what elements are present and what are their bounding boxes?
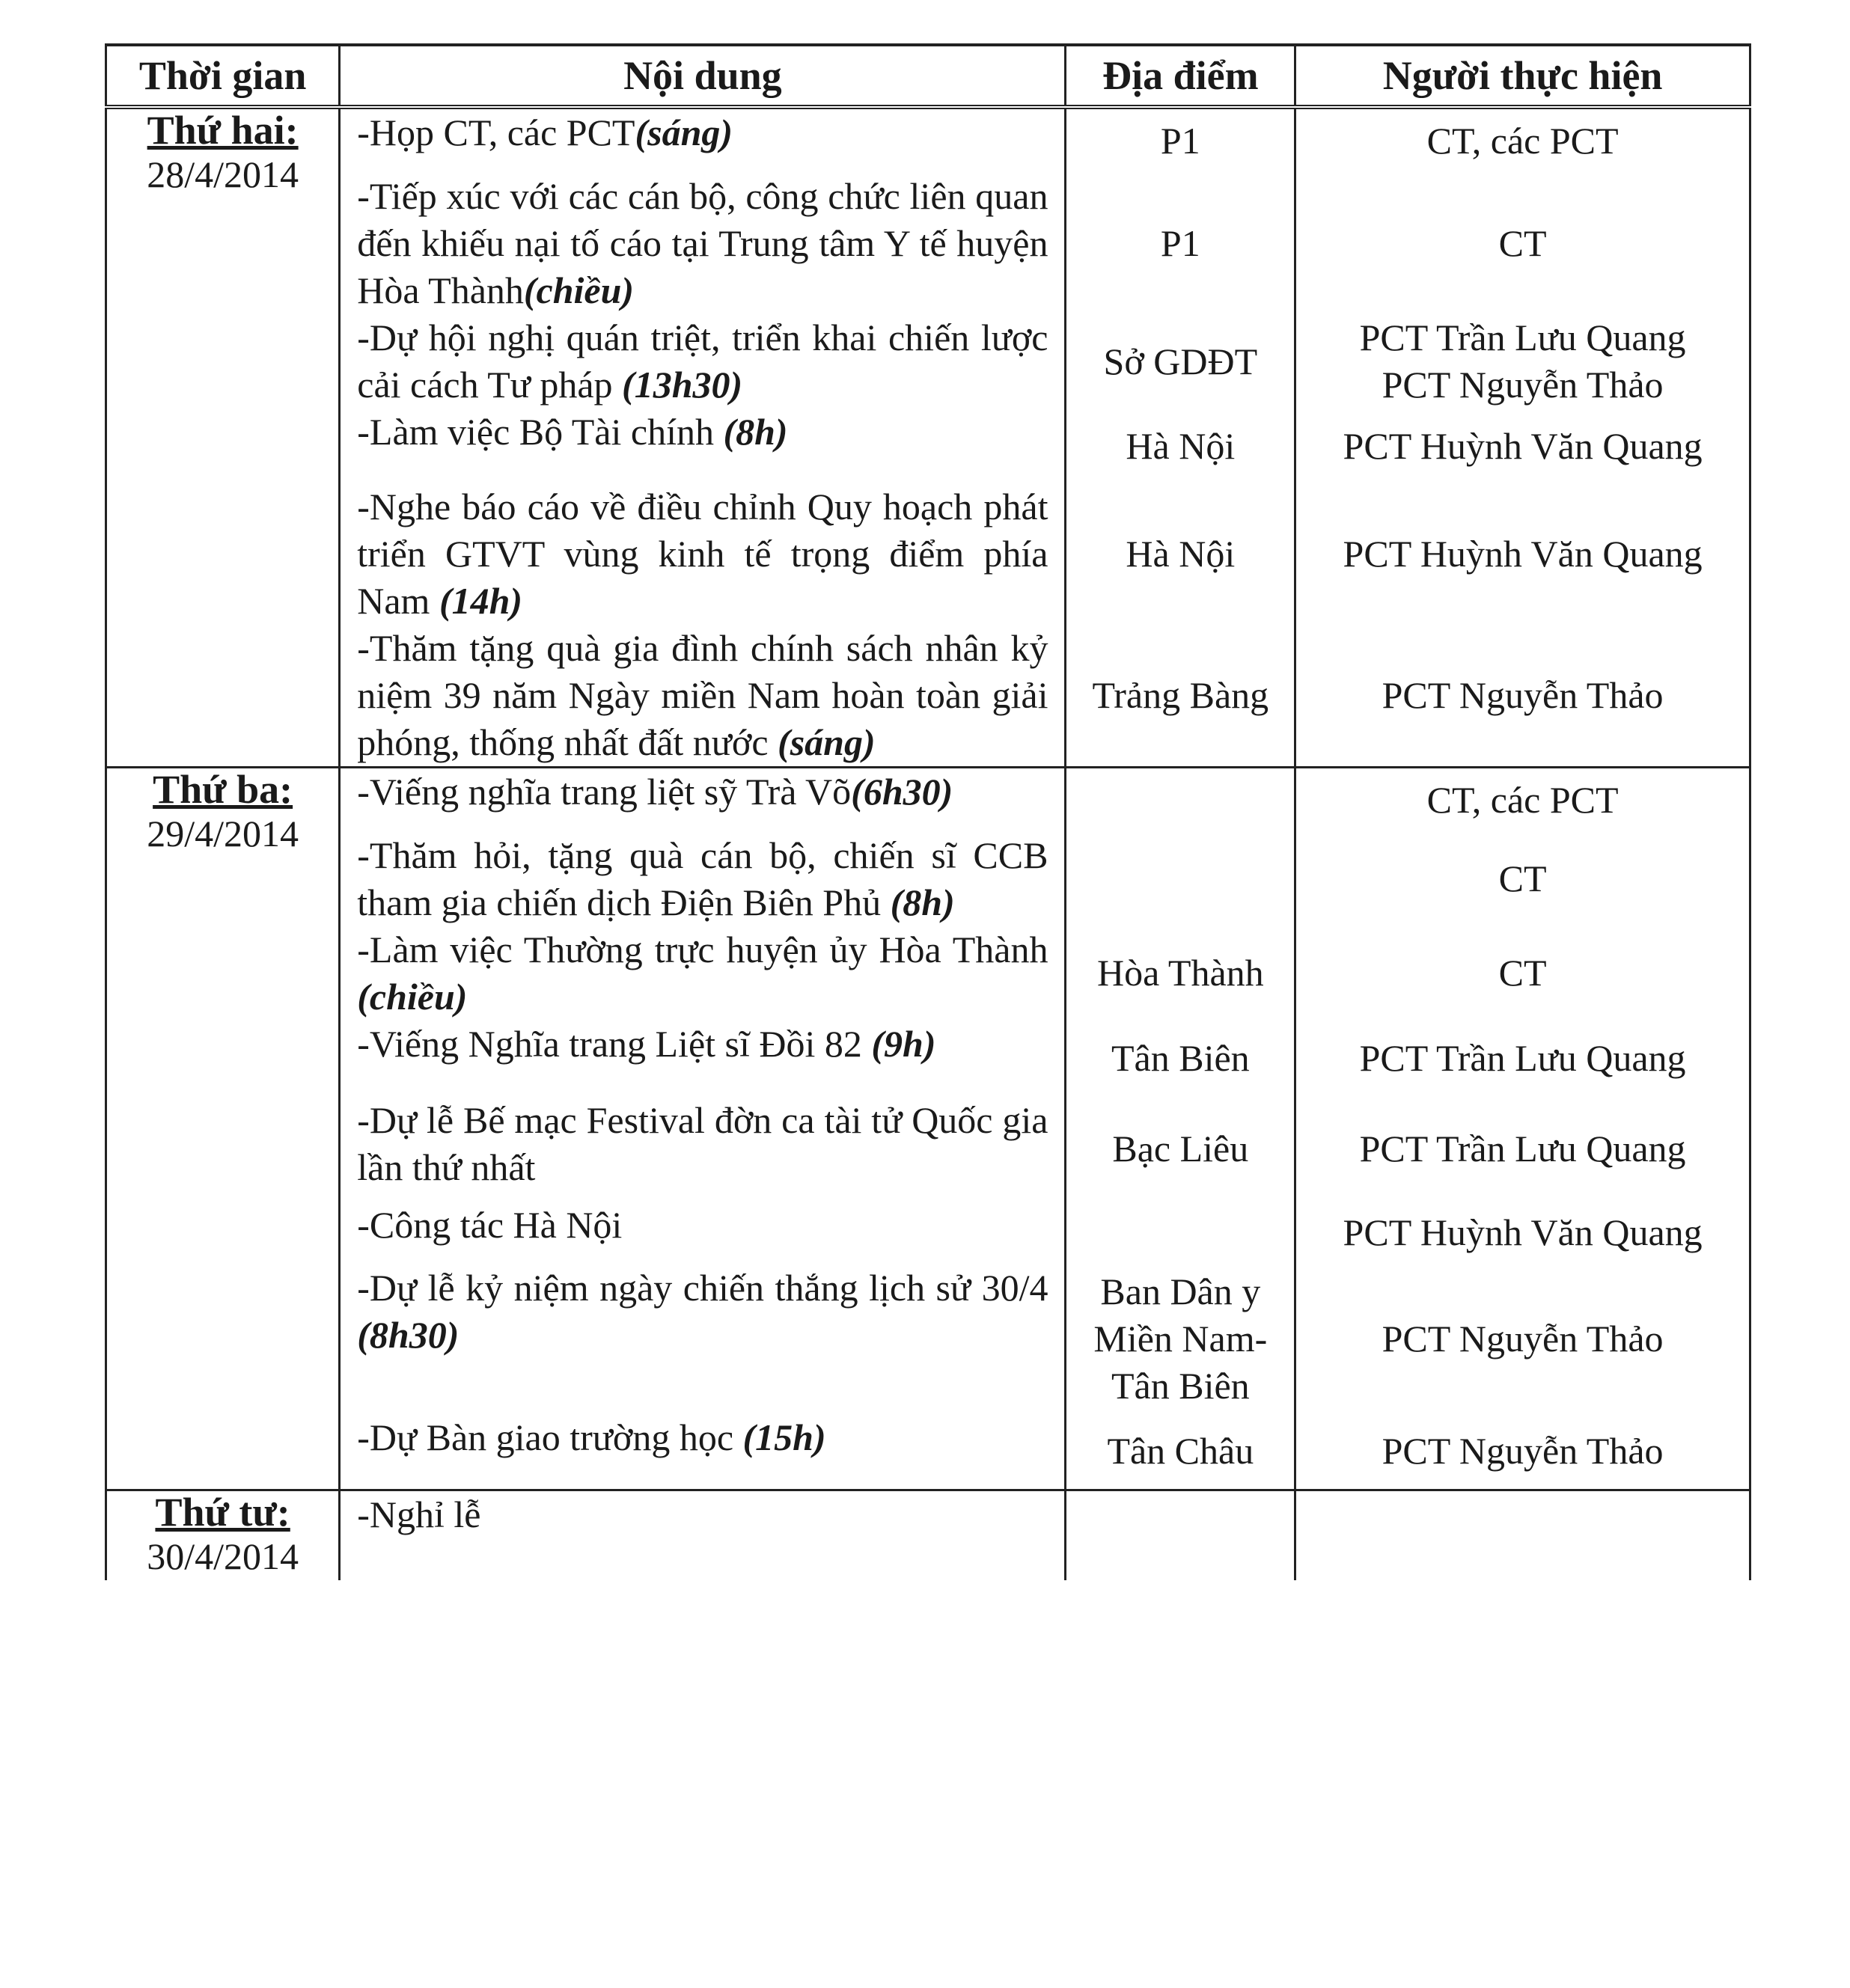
event-text: -Nghỉ lễ [357, 1493, 481, 1535]
schedule-table [105, 43, 1751, 1580]
event-location: Ban Dân y Miền Nam-Tân Biên [1066, 1264, 1295, 1414]
person-name: CT [1498, 857, 1547, 899]
event-person [1295, 1202, 1750, 1264]
event-person [1295, 832, 1750, 926]
person-name: CT [1498, 952, 1547, 994]
header-content: Nội dung [340, 45, 1066, 107]
schedule-body [106, 107, 1750, 1580]
day-date: 30/4/2014 [147, 1535, 299, 1577]
event-text: -Tiếp xúc với các cán bộ, công chức liên quan đến khiếu nại tố cáo tại Trung tâm Y tế huyện Hòa Thành [357, 175, 1048, 311]
schedule-row [106, 314, 1750, 409]
event-person [1295, 107, 1750, 173]
event-time-note: (6h30) [851, 771, 953, 813]
event-location: Tân Biên [1066, 1021, 1295, 1097]
event-time-note: (chiều) [357, 975, 468, 1018]
schedule-row [106, 832, 1750, 926]
event-location [1066, 832, 1295, 926]
event-time-note: (8h30) [357, 1313, 460, 1356]
event-time-note: (15h) [742, 1416, 826, 1458]
person-name: PCT Huỳnh Văn Quang [1343, 1211, 1703, 1253]
person-name: PCT Trần Lưu Quang [1359, 316, 1686, 358]
event-person [1295, 483, 1750, 625]
event-time-note: (sáng) [635, 111, 733, 153]
event-content [340, 314, 1066, 409]
event-text: -Dự lễ kỷ niệm ngày chiến thắng lịch sử 30/4 [357, 1266, 1048, 1309]
event-text: -Dự hội nghị quán triệt, triển khai chiến lược cải cách Tư pháp [357, 316, 1048, 406]
event-time-note: (13h30) [622, 364, 743, 406]
event-person [1295, 625, 1750, 768]
header-location: Địa điểm [1066, 45, 1295, 107]
event-location: Hà Nội [1066, 409, 1295, 483]
event-time-note: (9h) [871, 1022, 936, 1065]
event-text: -Họp CT, các PCT [357, 111, 635, 153]
day-cell [106, 107, 340, 768]
event-person [1295, 1264, 1750, 1414]
event-person [1295, 1097, 1750, 1202]
event-text: -Thăm hỏi, tặng quà cán bộ, chiến sĩ CCB tham gia chiến dịch Điện Biên Phủ [357, 834, 1048, 923]
event-text: -Dự Bàn giao trường học [357, 1416, 743, 1458]
schedule-row [106, 409, 1750, 483]
event-content [340, 1202, 1066, 1264]
event-content [340, 768, 1066, 832]
person-name: PCT Nguyễn Thảo [1382, 1318, 1664, 1360]
event-time-note: (14h) [439, 580, 523, 622]
event-location [1066, 1490, 1295, 1580]
header-time: Thời gian [106, 45, 340, 107]
day-cell [106, 768, 340, 1490]
event-content [340, 926, 1066, 1021]
schedule-row [106, 1414, 1750, 1490]
schedule-row [106, 1021, 1750, 1097]
schedule-row [106, 483, 1750, 625]
header-person: Người thực hiện [1295, 45, 1750, 107]
person-name: PCT Trần Lưu Quang [1359, 1037, 1686, 1079]
event-text: -Công tác Hà Nội [357, 1203, 623, 1246]
event-content [340, 107, 1066, 173]
event-text: -Viếng Nghĩa trang Liệt sĩ Đồi 82 [357, 1022, 872, 1065]
event-content [340, 173, 1066, 314]
schedule-row [106, 107, 1750, 173]
event-time-note: (chiều) [523, 269, 635, 311]
person-name: PCT Nguyễn Thảo [1382, 674, 1664, 716]
person-name: PCT Trần Lưu Quang [1359, 1128, 1686, 1169]
day-date: 29/4/2014 [147, 812, 299, 854]
person-name: CT, các PCT [1426, 778, 1619, 821]
event-content [340, 1414, 1066, 1490]
day-cell [106, 1490, 340, 1580]
event-text: -Dự lễ Bế mạc Festival đờn ca tài tử Quốc gia lần thứ nhất [357, 1098, 1048, 1188]
header-row [106, 45, 1750, 107]
event-content [340, 1264, 1066, 1414]
person-name: PCT Huỳnh Văn Quang [1343, 424, 1703, 467]
event-person [1295, 409, 1750, 483]
event-location: Sở GDĐT [1066, 314, 1295, 409]
event-location: Tân Châu [1066, 1414, 1295, 1490]
schedule-row [106, 1097, 1750, 1202]
schedule-row [106, 625, 1750, 768]
event-location: P1 [1066, 107, 1295, 173]
day-name: Thứ hai: [147, 108, 299, 153]
event-text: -Làm việc Bộ Tài chính [357, 411, 724, 453]
person-name: PCT Nguyễn Thảo [1382, 364, 1664, 406]
event-person [1295, 768, 1750, 832]
event-content [340, 1097, 1066, 1202]
event-time-note: (8h) [890, 881, 955, 923]
event-location: Hà Nội [1066, 483, 1295, 625]
schedule-row [106, 1264, 1750, 1414]
event-location: P1 [1066, 173, 1295, 314]
event-content [340, 625, 1066, 768]
schedule-row [106, 1490, 1750, 1580]
event-location [1066, 768, 1295, 832]
event-content [340, 832, 1066, 926]
event-person [1295, 1021, 1750, 1097]
day-name: Thứ ba: [153, 767, 293, 812]
event-content [340, 483, 1066, 625]
schedule-row [106, 926, 1750, 1021]
event-text: -Nghe báo cáo về điều chỉnh Quy hoạch phát triển GTVT vùng kinh tế trọng điểm phía Nam [357, 486, 1048, 622]
schedule-row [106, 173, 1750, 314]
person-name: CT [1498, 222, 1547, 264]
event-text: -Làm việc Thường trực huyện ủy Hòa Thành [357, 928, 1048, 970]
day-name: Thứ tư: [155, 1490, 290, 1535]
event-time-note: (8h) [723, 411, 788, 453]
schedule-row [106, 768, 1750, 832]
person-name: PCT Nguyễn Thảo [1382, 1430, 1664, 1472]
event-content [340, 1490, 1066, 1580]
event-location: Trảng Bàng [1066, 625, 1295, 768]
event-person [1295, 926, 1750, 1021]
event-content [340, 409, 1066, 483]
event-person [1295, 1414, 1750, 1490]
person-name: CT, các PCT [1426, 120, 1619, 162]
event-location: Bạc Liêu [1066, 1097, 1295, 1202]
event-location [1066, 1202, 1295, 1264]
event-text: -Thăm tặng quà gia đình chính sách nhân kỷ niệm 39 năm Ngày miền Nam hoàn toàn giải phóng, thống nhất đất nước [357, 627, 1048, 763]
event-time-note: (sáng) [778, 721, 876, 763]
event-person [1295, 314, 1750, 409]
day-date: 28/4/2014 [147, 153, 299, 195]
event-person [1295, 1490, 1750, 1580]
event-text: -Viếng nghĩa trang liệt sỹ Trà Võ [357, 771, 852, 813]
schedule-row [106, 1202, 1750, 1264]
event-content [340, 1021, 1066, 1097]
person-name: PCT Huỳnh Văn Quang [1343, 533, 1703, 575]
event-location: Hòa Thành [1066, 926, 1295, 1021]
event-person [1295, 173, 1750, 314]
